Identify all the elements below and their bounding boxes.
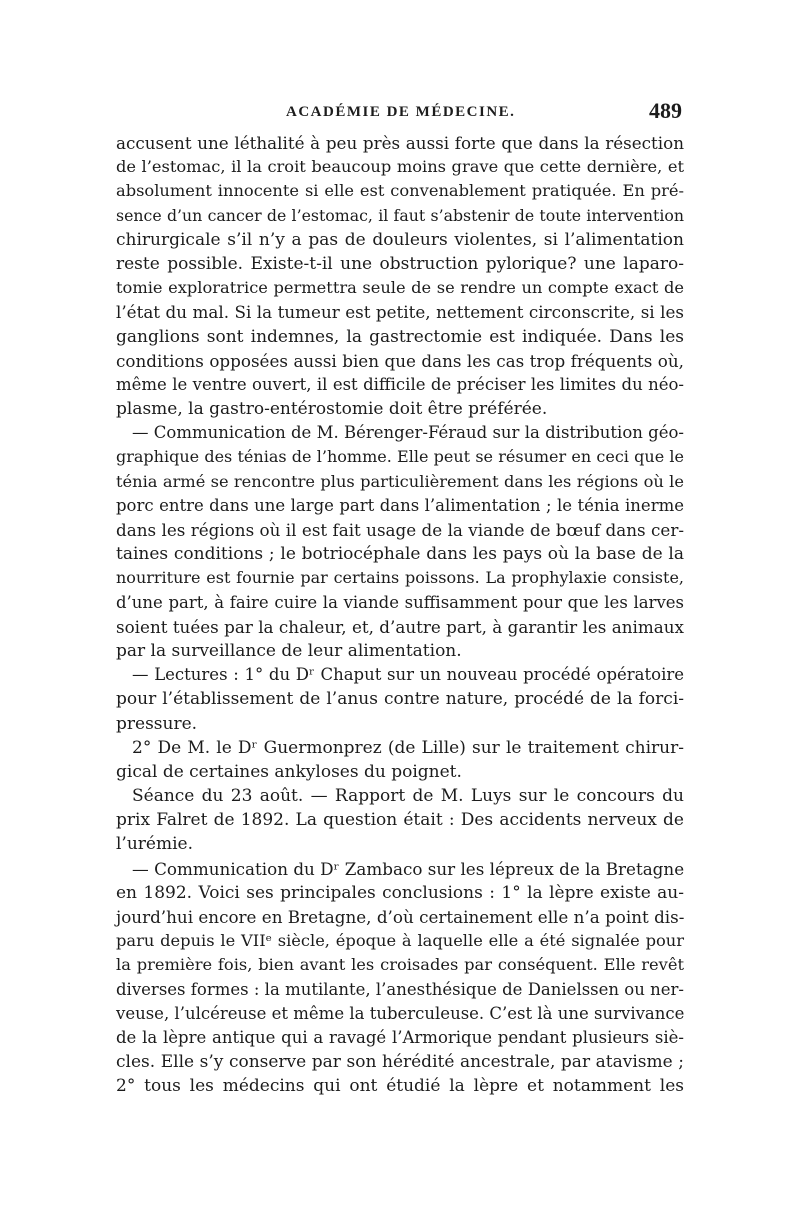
text-line: chirurgicale s’il n’y a pas de douleurs violentes, si l’alimentation <box>116 229 684 250</box>
text-line: de l’estomac, il la croit beaucoup moins grave que cette dernière, et <box>116 157 684 177</box>
text-line: gical de certaines ankyloses du poignet. <box>116 761 462 782</box>
body-text <box>116 131 684 1099</box>
text-line: veuse, l’ulcéreuse et même la tuberculeuse. C’est là une survivance <box>116 1003 685 1023</box>
running-head <box>116 98 682 126</box>
text-line: l’urémie. <box>116 834 193 855</box>
text-line: — Communication de M. Bérenger-Féraud sur la distribution géo- <box>132 423 684 443</box>
text-line: soient tuées par la chaleur, et, d’autre part, à garantir les animaux <box>116 616 684 637</box>
text-line: paru depuis le VIIᵉ siècle, époque à laquelle elle a été signalée pour <box>116 931 684 951</box>
text-line: tomie exploratrice permettra seule de se rendre un compte exact de <box>116 278 684 298</box>
text-line: prix Falret de 1892. La question était : Des accidents nerveux de <box>116 810 684 831</box>
text-line: taines conditions ; le botriocéphale dans les pays où la base de la <box>116 544 684 565</box>
running-title: ACADÉMIE DE MÉDECINE. <box>286 104 516 120</box>
text-line: 2° tous les médecins qui ont étudié la lèpre et notamment les <box>116 1076 684 1097</box>
text-line: porc entre dans une large part dans l’alimentation ; le ténia inerme <box>116 495 684 515</box>
text-line: même le ventre ouvert, il est difficile de préciser les limites du néo- <box>116 374 684 394</box>
text-line: d’une part, à faire cuire la viande suffisamment pour que les larves <box>116 592 684 612</box>
text-line: absolument innocente si elle est convenablement pratiquée. En pré- <box>116 181 684 201</box>
text-line: — Communication du Dʳ Zambaco sur les lépreux de la Bretagne <box>132 858 685 879</box>
text-line: reste possible. Existe-t-il une obstruction pylorique? une laparo- <box>116 253 684 274</box>
text-line: accusent une léthalité à peu près aussi forte que dans la résection <box>116 133 684 153</box>
text-line: 2° De M. le Dʳ Guermonprez (de Lille) sur le traitement chirur- <box>132 737 684 758</box>
text-line: par la surveillance de leur alimentation. <box>116 640 462 661</box>
text-line: l’état du mal. Si la tumeur est petite, nettement circonscrite, si les <box>116 302 684 323</box>
text-line: cles. Elle s’y conserve par son hérédité ancestrale, par atavisme ; <box>116 1052 684 1073</box>
text-line: la première fois, bien avant les croisades par conséquent. Elle revêt <box>116 955 684 975</box>
text-line: pressure. <box>116 713 198 734</box>
text-line: de la lèpre antique qui a ravagé l’Armorique pendant plusieurs siè- <box>116 1027 684 1047</box>
text-line: conditions opposées aussi bien que dans les cas trop fréquents où, <box>116 350 684 371</box>
text-line: pour l’établissement de l’anus contre nature, procédé de la forci- <box>116 689 684 710</box>
text-line: sence d’un cancer de l’estomac, il faut s’abstenir de toute intervention <box>116 205 684 225</box>
text-line: nourriture est fournie par certains poissons. La prophylaxie consiste, <box>116 568 684 588</box>
text-line: Séance du 23 août. — Rapport de M. Luys sur le concours du <box>132 786 684 807</box>
text-line: jourd’hui encore en Bretagne, d’où certainement elle n’a point dis- <box>116 907 685 927</box>
text-line: dans les régions où il est fait usage de la viande de bœuf dans cer- <box>116 520 684 540</box>
text-line: graphique des ténias de l’homme. Elle peut se résumer en ceci que le <box>116 447 684 467</box>
text-line: — Lectures : 1° du Dʳ Chaput sur un nouveau procédé opératoire <box>132 665 684 685</box>
text-line: ténia armé se rencontre plus particulièrement dans les régions où le <box>116 471 684 491</box>
text-line: ganglions sont indemnes, la gastrectomie est indiquée. Dans les <box>116 326 684 347</box>
page-number: 489 <box>649 98 682 123</box>
text-line: plasme, la gastro-entérostomie doit être préférée. <box>116 399 548 420</box>
text-line: en 1892. Voici ses principales conclusions : 1° la lèpre existe au- <box>116 882 684 903</box>
text-line: diverses formes : la mutilante, l’anesthésique de Danielssen ou ner- <box>116 979 684 999</box>
